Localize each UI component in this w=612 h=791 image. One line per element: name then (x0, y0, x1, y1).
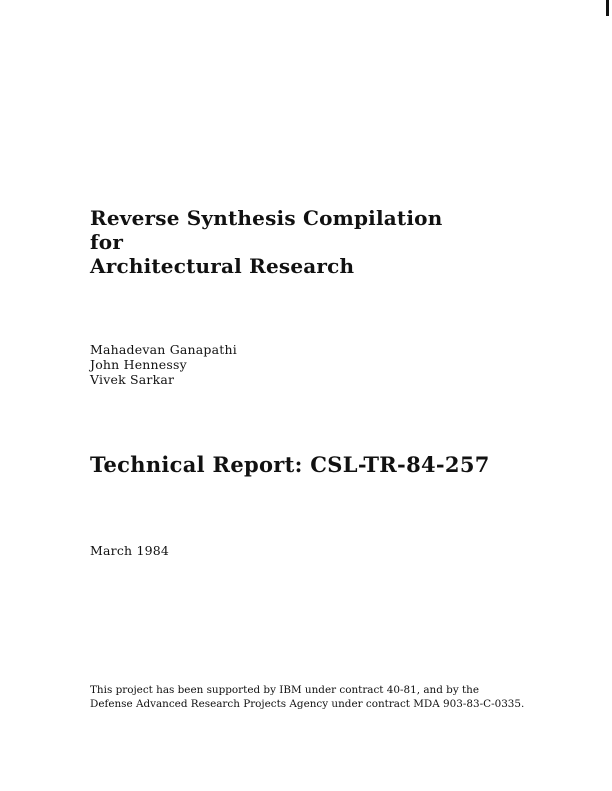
funding-acknowledgement (90, 683, 524, 711)
author-name: Mahadevan Ganapathi (90, 342, 237, 357)
report-title (90, 206, 442, 278)
author-name: Vivek Sarkar (90, 372, 175, 387)
scan-mark (606, 0, 609, 16)
title-line-1: Reverse Synthesis Compilation (90, 206, 443, 230)
title-line-2: for (90, 230, 124, 254)
funding-line-2: Defense Advanced Research Projects Agency under contract MDA 903-83-C-0335. (90, 698, 525, 710)
title-line-3: Architectural Research (90, 254, 355, 278)
author-list (90, 342, 237, 387)
publication-date: March 1984 (90, 543, 170, 558)
report-number: Technical Report: CSL-TR-84-257 (90, 452, 490, 477)
funding-line-1: This project has been supported by IBM under contract 40-81, and by the (90, 684, 480, 696)
author-name: John Hennessy (90, 357, 187, 372)
